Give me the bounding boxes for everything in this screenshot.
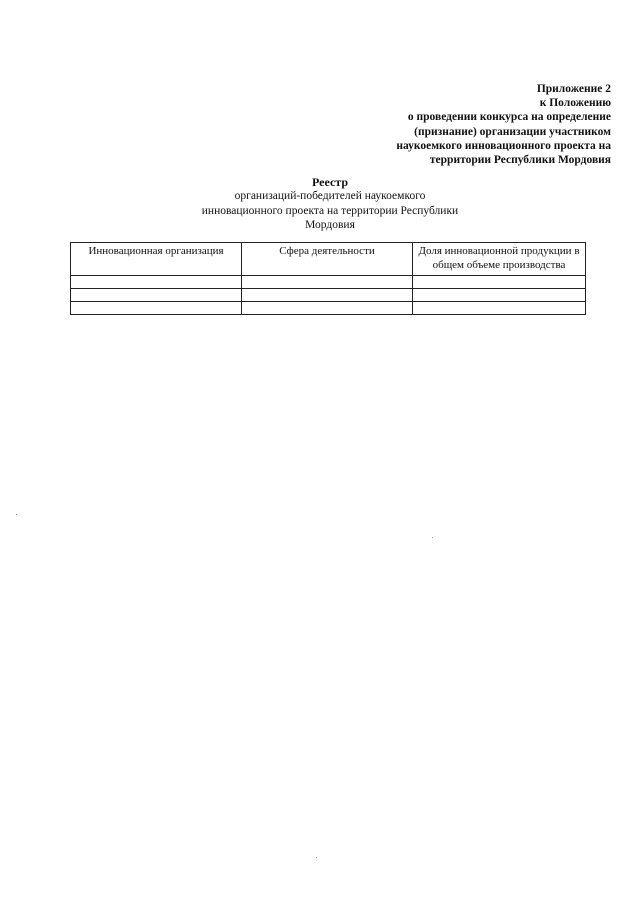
table-row — [71, 302, 586, 315]
table-cell — [413, 276, 586, 289]
appendix-line: о проведении конкурса на определение — [407, 111, 611, 124]
registry-subtitle-line: организаций-победителей наукоемкого — [234, 190, 426, 202]
table-cell — [71, 302, 242, 315]
registry-table — [70, 242, 586, 315]
registry-subtitle-line: инновационного проекта на территории Республики — [201, 204, 459, 217]
appendix-line: территории Республики Мордовия — [429, 154, 611, 167]
registry-subtitle-line: Мордовия — [305, 219, 355, 231]
scan-speck — [432, 537, 433, 538]
table-cell — [413, 289, 586, 302]
scan-speck — [16, 514, 17, 515]
appendix-header — [291, 82, 611, 167]
column-header-organization: Инновационная организация — [71, 243, 242, 276]
table-row — [71, 276, 586, 289]
column-header-activity-sphere: Сфера деятельности — [242, 243, 413, 276]
table-cell — [242, 302, 413, 315]
appendix-line: к Положению — [539, 97, 611, 110]
column-header-innovation-share: Доля инновационной продукции в общем объеме производства — [413, 243, 586, 276]
registry-title: Реестр — [311, 175, 348, 189]
registry-subtitle — [130, 189, 530, 233]
table-cell — [71, 276, 242, 289]
table-cell — [242, 276, 413, 289]
table-cell — [413, 302, 586, 315]
scan-speck — [316, 857, 317, 858]
appendix-line: (признание) организации участником — [414, 125, 611, 138]
table-row — [71, 289, 586, 302]
table-header-row — [71, 243, 586, 276]
appendix-line: наукоемкого инновационного проекта на — [396, 139, 611, 152]
table-cell — [71, 289, 242, 302]
appendix-line: Приложение 2 — [536, 83, 611, 95]
table-cell — [242, 289, 413, 302]
